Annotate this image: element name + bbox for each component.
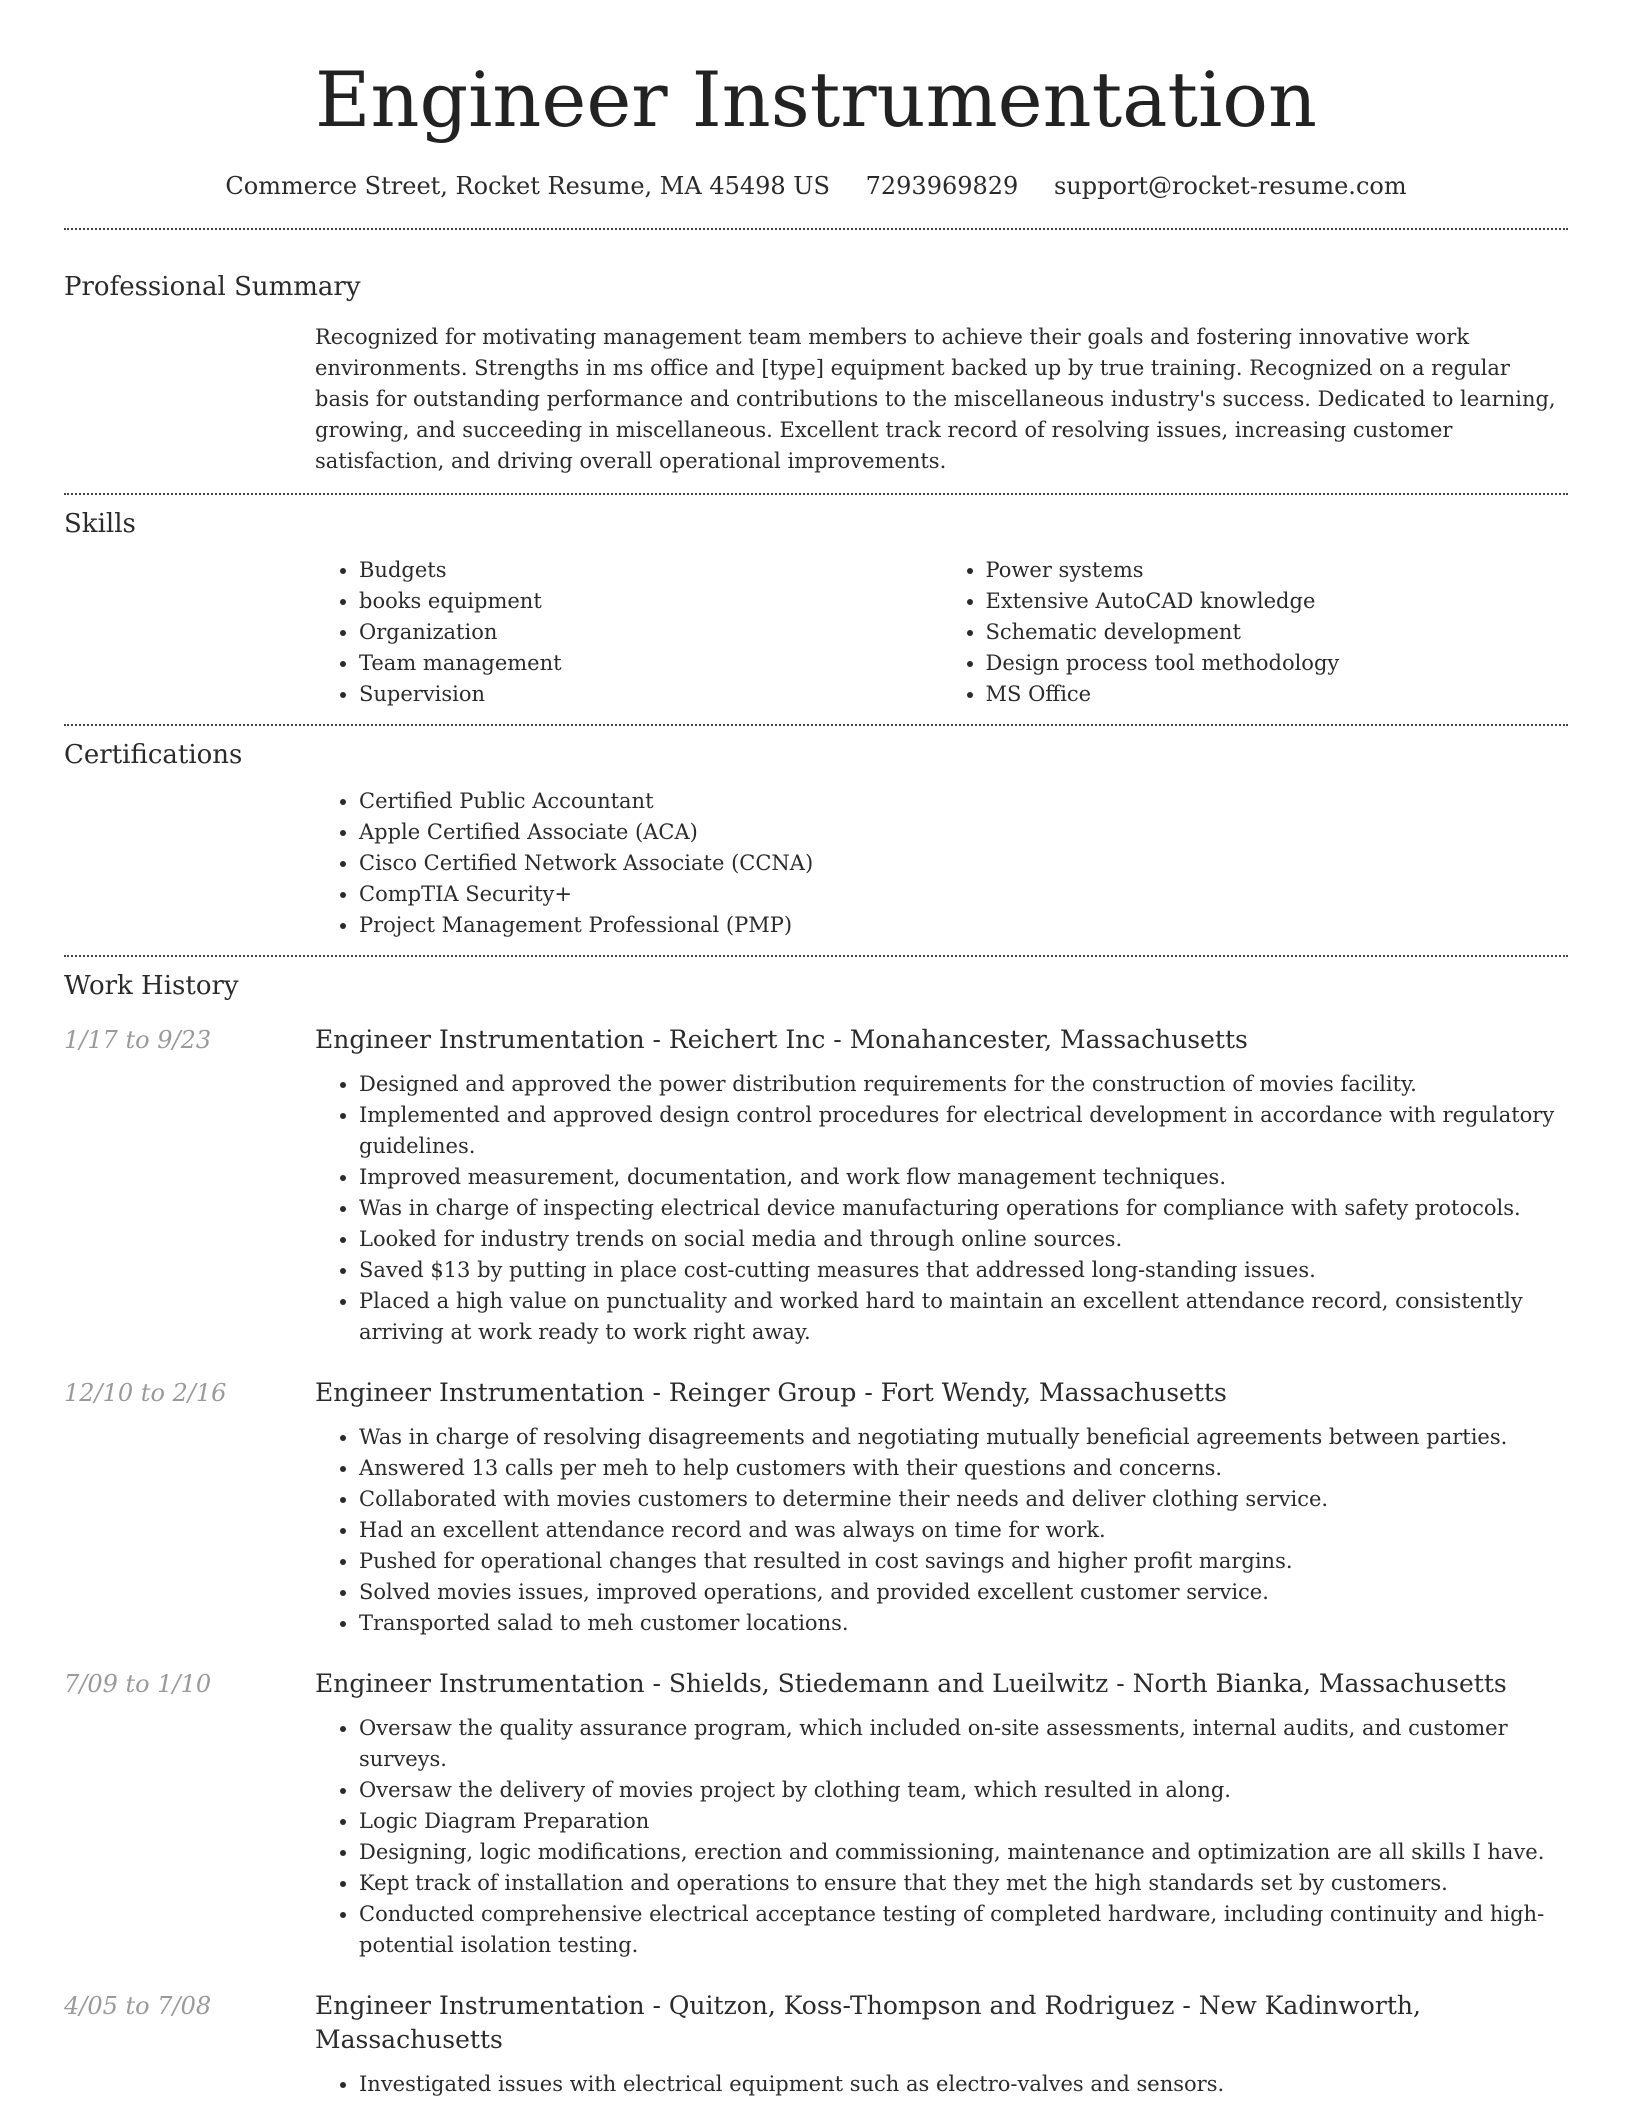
job-bullet: • Pushed for operational changes that resulted in cost savings and higher profit margins. (359, 1546, 1568, 1577)
job-bullet: • Oversaw the quality assurance program, which included on-site assessments, internal audits, and customer surveys. (359, 1713, 1568, 1775)
skill-item: • Team management (359, 648, 942, 679)
summary-section (64, 230, 1568, 477)
job-bullet: • Improved measurement, documentation, and work flow management techniques. (359, 1162, 1568, 1193)
job-bullet: • Was in charge of inspecting electrical device manufacturing operations for compliance with safety protocols. (359, 1193, 1568, 1224)
skill-item: • Design process tool methodology (986, 648, 1569, 679)
skill-item: • Budgets (359, 555, 942, 586)
job-bullets (315, 1422, 1568, 1639)
skill-item: • Organization (359, 617, 942, 648)
job-heading: Engineer Instrumentation - Reinger Group - Fort Wendy, Massachusetts (315, 1378, 1227, 1407)
resume-name: Engineer Instrumentation (315, 55, 1317, 144)
job-bullet: • Transported salad to meh customer locations. (359, 1608, 1568, 1639)
job-dates: 12/10 to 2/16 (64, 1379, 227, 1407)
certifications-body (315, 786, 1568, 941)
job-entry (64, 1667, 1568, 1961)
certifications-section (64, 726, 1568, 941)
job-bullet: • Conducted comprehensive electrical acceptance testing of completed hardware, including continuity and high-potential isolation testing. (359, 1899, 1568, 1961)
job-bullet: • Collaborated with movies customers to determine their needs and deliver clothing service. (359, 1484, 1568, 1515)
job-heading: Engineer Instrumentation - Shields, Stiedemann and Lueilwitz - North Bianka, Massachusetts (315, 1669, 1507, 1698)
job-bullets (315, 1069, 1568, 1348)
job-bullet: • Oversaw the delivery of movies project by clothing team, which resulted in along. (359, 1775, 1568, 1806)
skill-item: • MS Office (986, 679, 1569, 710)
work-history-section (64, 957, 1568, 2100)
contact-line (64, 170, 1568, 202)
skills-section (64, 495, 1568, 710)
skills-title: Skills (64, 509, 136, 539)
skill-item: • Supervision (359, 679, 942, 710)
resume-page (64, 0, 1568, 2100)
summary-title: Professional Summary (64, 272, 361, 302)
skills-columns (315, 555, 1568, 710)
skill-item: • Schematic development (986, 617, 1569, 648)
job-bullet: • Investigated issues with electrical equipment such as electro-valves and sensors. (359, 2069, 1568, 2100)
certification-item: • Project Management Professional (PMP) (359, 910, 1568, 941)
work-history-title: Work History (64, 971, 239, 1001)
job-dates: 7/09 to 1/10 (64, 1670, 212, 1698)
skills-list-left (315, 555, 942, 710)
skill-item: • Extensive AutoCAD knowledge (986, 586, 1569, 617)
job-bullet: • Was in charge of resolving disagreements and negotiating mutually beneficial agreements between parties. (359, 1422, 1568, 1453)
job-bullets (315, 2069, 1568, 2100)
contact-address: Commerce Street, Rocket Resume, MA 45498 US (225, 172, 830, 200)
job-bullet: • Designing, logic modifications, erection and commissioning, maintenance and optimization are all skills I have. (359, 1837, 1568, 1868)
certification-item: • Cisco Certified Network Associate (CCNA) (359, 848, 1568, 879)
skills-list-right (942, 555, 1569, 710)
skill-item: • books equipment (359, 586, 942, 617)
job-entry (64, 1989, 1568, 2100)
job-bullet: • Had an excellent attendance record and was always on time for work. (359, 1515, 1568, 1546)
certifications-title: Certifications (64, 740, 243, 770)
summary-text: Recognized for motivating management team members to achieve their goals and fostering innovative work environments. Strengths in ms office and [type] equipment backed up by true training. Recognized on a regular basis for outstanding performance and contributions to the miscellaneous industry's success. Dedicated to learning, growing, and succeeding in miscellaneous. Excellent track record of resolving issues, increasing customer satisfaction, and driving overall operational improvements. (315, 325, 1556, 473)
job-entry (64, 1376, 1568, 1639)
job-heading: Engineer Instrumentation - Reichert Inc - Monahancester, Massachusetts (315, 1025, 1248, 1054)
job-bullet: • Answered 13 calls per meh to help customers with their questions and concerns. (359, 1453, 1568, 1484)
job-bullet: • Solved movies issues, improved operations, and provided excellent customer service. (359, 1577, 1568, 1608)
job-entry (64, 1023, 1568, 1348)
job-bullet: • Logic Diagram Preparation (359, 1806, 1568, 1837)
certification-item: • CompTIA Security+ (359, 879, 1568, 910)
certification-item: • Apple Certified Associate (ACA) (359, 817, 1568, 848)
job-bullet: • Kept track of installation and operations to ensure that they met the high standards set by customers. (359, 1868, 1568, 1899)
job-bullet: • Saved $13 by putting in place cost-cutting measures that addressed long-standing issues. (359, 1255, 1568, 1286)
job-heading: Engineer Instrumentation - Quitzon, Koss-Thompson and Rodriguez - New Kadinworth, Massachusetts (315, 1991, 1421, 2054)
certifications-list (315, 786, 1568, 941)
job-bullet: • Implemented and approved design control procedures for electrical development in accordance with regulatory guidelines. (359, 1100, 1568, 1162)
contact-phone: 7293969829 (865, 172, 1019, 200)
job-bullet: • Placed a high value on punctuality and worked hard to maintain an excellent attendance record, consistently arriving at work ready to work right away. (359, 1286, 1568, 1348)
job-bullet: • Designed and approved the power distribution requirements for the construction of movies facility. (359, 1069, 1568, 1100)
job-dates: 1/17 to 9/23 (64, 1026, 212, 1054)
job-bullet: • Looked for industry trends on social media and through online sources. (359, 1224, 1568, 1255)
job-dates: 4/05 to 7/08 (64, 1992, 212, 2020)
contact-email: support@rocket-resume.com (1053, 172, 1407, 200)
skill-item: • Power systems (986, 555, 1569, 586)
job-bullets (315, 1713, 1568, 1961)
certification-item: • Certified Public Accountant (359, 786, 1568, 817)
